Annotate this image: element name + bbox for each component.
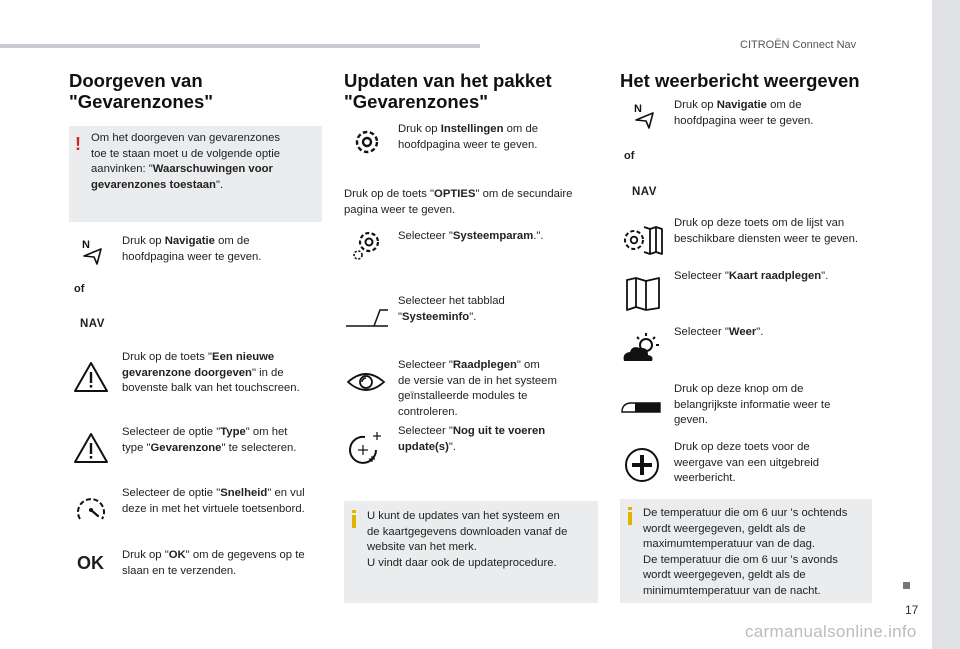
header-rule xyxy=(0,44,480,48)
col2-options-text: Druk op de toets "OPTIES" om de secundaire pagina weer te geven. xyxy=(344,188,573,216)
system-settings-gears-icon xyxy=(352,229,382,261)
col3-info-text: De temperatuur die om 6 uur 's ochtends wordt weergegeven, geldt als de maximumtemperatuur van de dag. De temperatuur die om 6 uur 's avonds wordt weergegeven, geldt als de minimumtemperatuur van de nacht. xyxy=(643,507,848,597)
add-detailed-forecast-icon[interactable] xyxy=(624,447,660,483)
col2-info-text: U kunt de updates van het systeem en de kaartgegevens downloaden vanaf de website van het merk. U vindt daar ook de updateprocedure. xyxy=(367,510,568,569)
settings-gear-icon xyxy=(352,127,382,157)
brand-label: CITROËN Connect Nav xyxy=(740,39,857,51)
svg-text:N: N xyxy=(634,103,642,115)
col1-step1-text: Druk op Navigatie om de hoofdpagina weer te geven. xyxy=(122,235,262,263)
col3-step4-text: Selecteer "Weer". xyxy=(674,326,764,338)
danger-zone-triangle-icon xyxy=(72,360,110,394)
info-icon xyxy=(628,507,632,525)
speedometer-icon xyxy=(74,493,108,525)
services-map-gear-icon xyxy=(622,224,664,256)
col2-step5-text: Selecteer "Nog uit te voeren update(s)". xyxy=(398,425,546,453)
col1-nav-button[interactable]: NAV xyxy=(80,318,105,330)
info-icon xyxy=(352,510,356,528)
col3-step6-text: Druk op deze toets voor de weergave van een uitgebreid weerbericht. xyxy=(674,441,820,484)
col3-nav-button[interactable]: NAV xyxy=(632,186,657,198)
col1-title: Doorgeven van "Gevarenzones" xyxy=(69,70,214,112)
page-marker xyxy=(903,582,910,589)
consult-eye-icon xyxy=(346,368,386,396)
weather-icon xyxy=(620,331,662,367)
col1-step3-text: Selecteer de optie "Type" om het type "Gevarenzone" te selecteren. xyxy=(122,426,297,454)
col2-title: Updaten van het pakket "Gevarenzones" xyxy=(344,70,552,112)
col3-step3-text: Selecteer "Kaart raadplegen". xyxy=(674,270,829,282)
col3-step1-text: Druk op Navigatie om de hoofdpagina weer te geven. xyxy=(674,99,814,127)
tab-icon xyxy=(344,306,390,330)
col2-step3-text: Selecteer het tabblad "Systeeminfo". xyxy=(398,295,505,323)
col2-step2-text: Selecteer "Systeemparam.". xyxy=(398,230,544,242)
ok-button[interactable]: OK xyxy=(77,553,104,573)
map-icon xyxy=(624,276,662,312)
warning-icon: ! xyxy=(75,134,81,154)
navigation-arrow-icon xyxy=(80,237,104,265)
svg-text:N: N xyxy=(82,239,90,251)
col3-step5-text: Druk op deze knop om de belangrijkste informatie weer te geven. xyxy=(674,383,831,426)
col1-step2-text: Druk op de toets "Een nieuwe gevarenzone doorgeven" in de bovenste balk van het touchscreen. xyxy=(122,351,300,394)
watermark: carmanualsonline.info xyxy=(745,622,917,641)
col1-step4-text: Selecteer de optie "Snelheid" en vul deze in met het virtuele toetsenbord. xyxy=(122,487,305,515)
weather-summary-button-icon[interactable] xyxy=(620,398,662,416)
col3-or-label: of xyxy=(624,150,635,162)
pending-updates-icon xyxy=(346,428,386,468)
col1-warning-text: Om het doorgeven van gevarenzones toe te staan moet u de volgende optie aanvinken: "Waarschuwingen voor gevarenzones toestaan". xyxy=(91,132,281,191)
col2-step4-text: Selecteer "Raadplegen" om de versie van de in het systeem geïnstalleerde modules te controleren. xyxy=(398,359,557,418)
danger-type-triangle-icon xyxy=(72,431,110,465)
side-strip xyxy=(932,0,960,649)
navigation-arrow-icon xyxy=(632,101,656,129)
col1-step5-text: Druk op "OK" om de gegevens op te slaan en te verzenden. xyxy=(122,549,305,577)
page-number: 17 xyxy=(905,603,919,617)
col3-step2-text: Druk op deze toets om de lijst van beschikbare diensten weer te geven. xyxy=(674,217,859,245)
col1-or-label: of xyxy=(74,283,85,295)
col2-step1-text: Druk op Instellingen om de hoofdpagina weer te geven. xyxy=(398,123,539,151)
col3-title: Het weerbericht weergeven xyxy=(620,70,860,91)
